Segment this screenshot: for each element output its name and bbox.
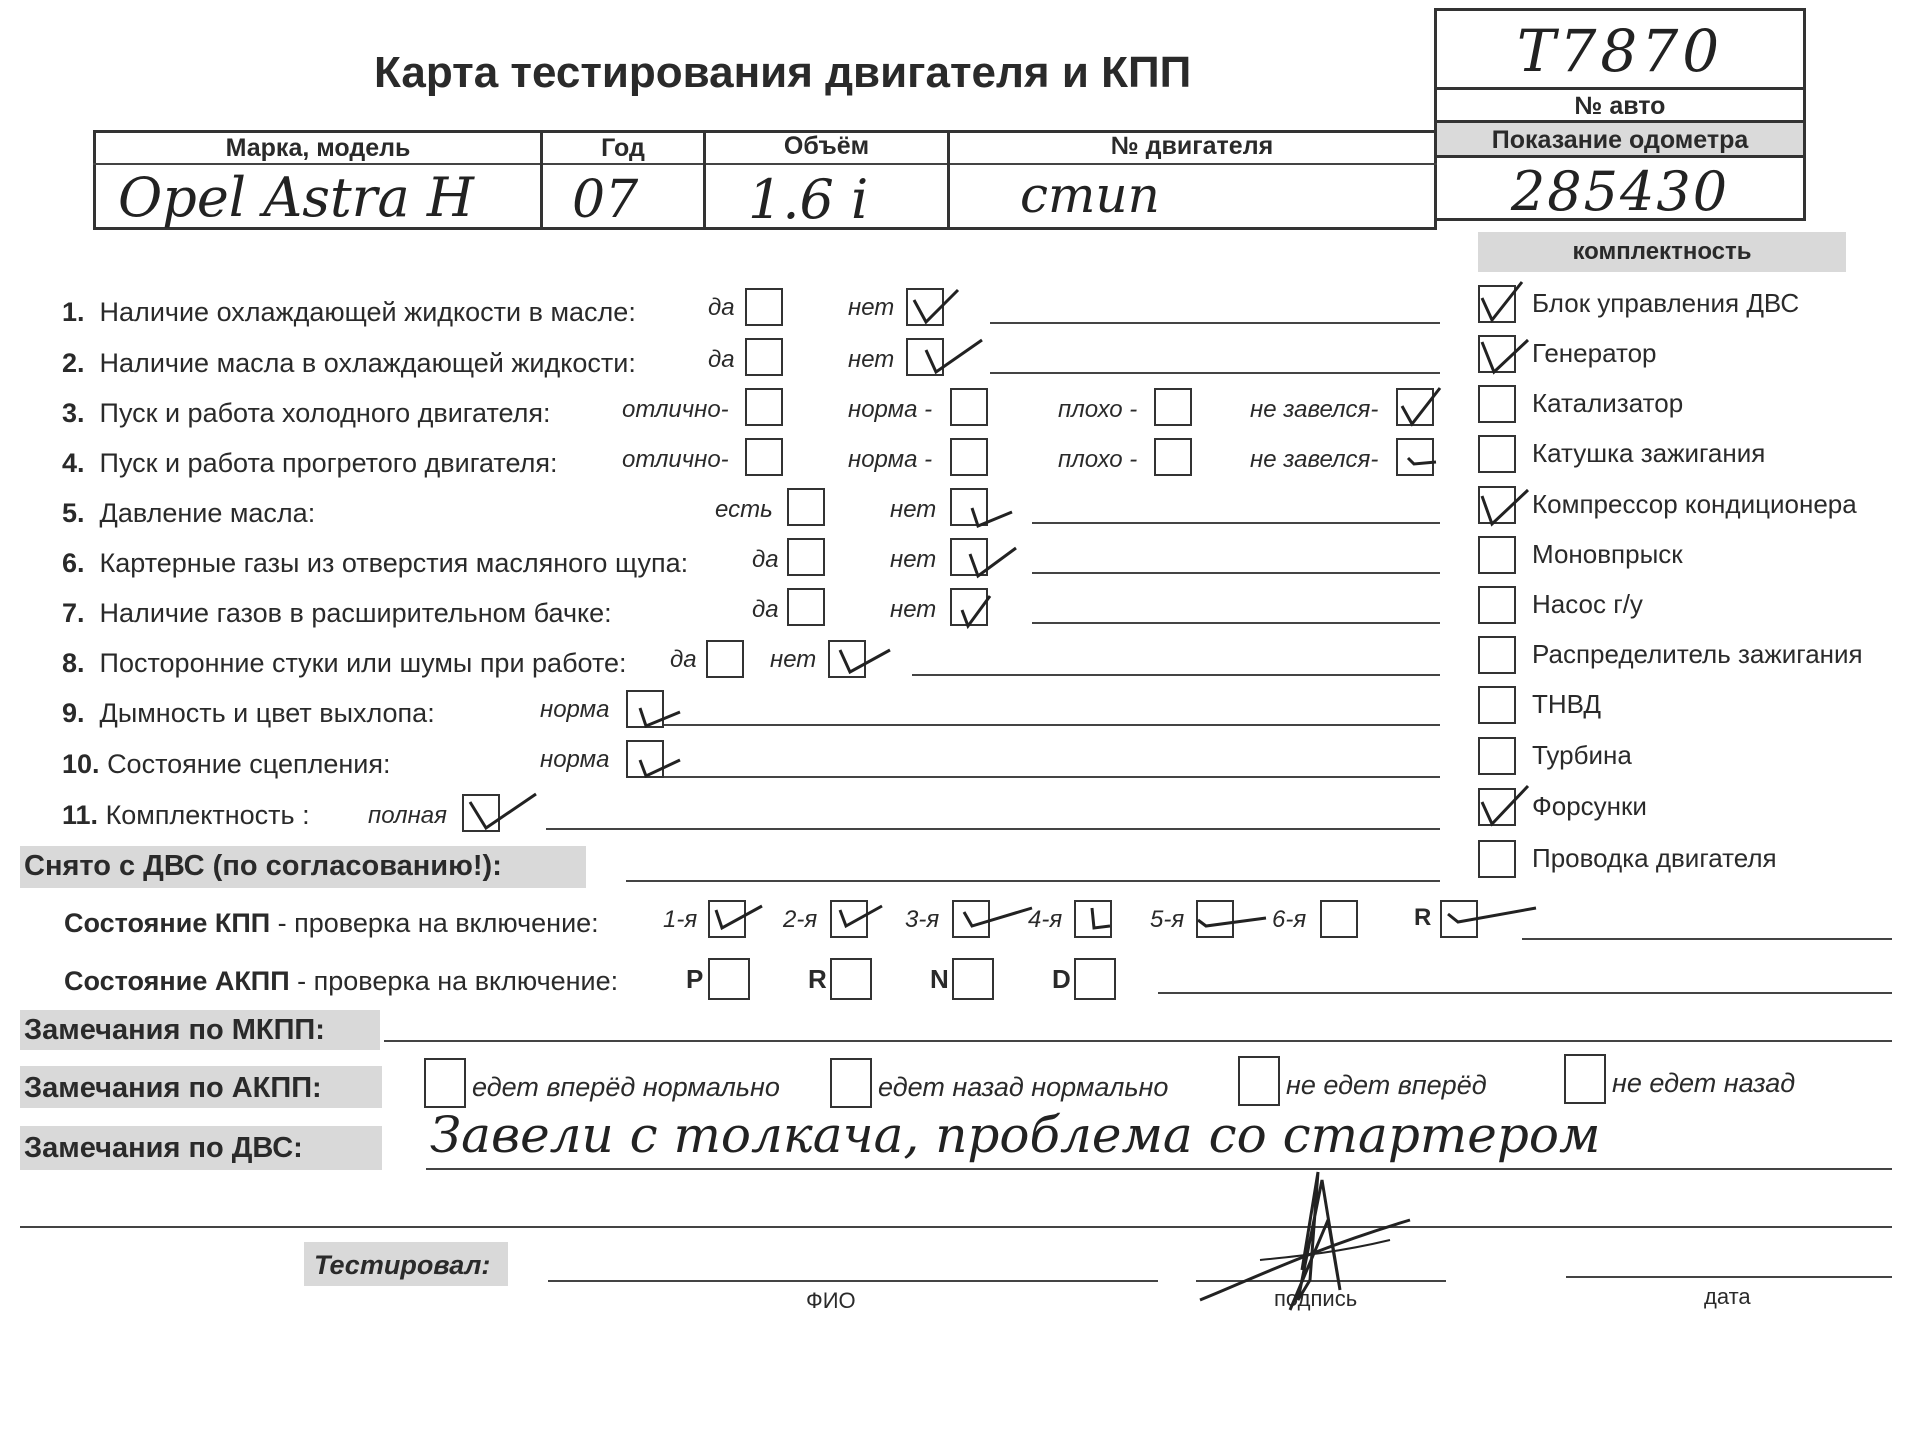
akpp-backward-ok-label: едет назад нормально [878, 1072, 1169, 1102]
akpp-mode-r-checkbox[interactable] [830, 958, 872, 1000]
q2-checkbox-yes[interactable] [745, 338, 783, 376]
col-header-year: Год [601, 134, 645, 162]
completeness-label-injectors: Форсунки [1532, 791, 1647, 821]
q2-option-yes: да [708, 346, 735, 373]
fio-caption: ФИО [806, 1288, 856, 1313]
question-1: 1. Наличие охлаждающей жидкости в масле: [62, 297, 636, 327]
volume-value: 1.6 i [748, 168, 869, 231]
col-header-engine-number: № двигателя [1110, 132, 1274, 160]
completeness-label-distributor: Распределитель зажигания [1532, 639, 1863, 669]
question-9: 9. Дымность и цвет выхлопа: [62, 698, 435, 728]
dvs-remarks-label: Замечания по ДВС: [24, 1132, 303, 1164]
completeness-header: комплектность [1478, 232, 1846, 272]
akpp-remarks-label: Замечания по АКПП: [24, 1072, 322, 1104]
date-caption: дата [1704, 1284, 1751, 1309]
gear-5-checkmark-icon [1192, 900, 1272, 940]
question-10: 10. Состояние сцепления: [62, 749, 391, 779]
akpp-mode-n-label: N [930, 964, 949, 994]
car-number-value: T7870 [1516, 17, 1724, 85]
akpp-label: Состояние АКПП - проверка на включение: [64, 966, 619, 996]
q8-option-no: нет [770, 646, 817, 673]
akpp-mode-d-label: D [1052, 964, 1071, 994]
q3-option-excellent: отлично- [622, 396, 729, 423]
q3-checkbox-normal[interactable] [950, 388, 988, 426]
q7-option-no: нет [890, 596, 937, 623]
gear-2-label: 2-я [783, 906, 818, 933]
question-11: 11. Комплектность : [62, 800, 310, 830]
completeness-label-turbine: Турбина [1532, 740, 1632, 770]
question-4: 4. Пуск и работа прогретого двигателя: [62, 448, 558, 478]
car-number-label-cell [1434, 87, 1806, 123]
q2-checkmark-icon [906, 330, 986, 380]
q4-option-excellent: отлично- [622, 446, 729, 473]
question-7: 7. Наличие газов в расширительном бачке: [62, 598, 612, 628]
q6-checkmark-icon [950, 534, 1020, 582]
q3-checkbox-excellent[interactable] [745, 388, 783, 426]
ac-compressor-checkmark-icon [1478, 482, 1534, 530]
q4-option-not-started: не завелся- [1250, 446, 1379, 473]
question-8: 8. Посторонние стуки или шумы при работе: [62, 648, 627, 678]
dvs-remarks-text: Завели с толкача, проблема со стартером [430, 1106, 1601, 1164]
completeness-label-ecu: Блок управления ДВС [1532, 288, 1800, 318]
akpp-forward-ok-label: едет вперёд нормально [472, 1072, 780, 1102]
removed-label: Снято с ДВС (по согласованию!): [24, 850, 502, 882]
q1-option-yes: да [708, 294, 735, 321]
completeness-label-mono-injection: Моновпрыск [1532, 539, 1683, 569]
q6-checkbox-yes[interactable] [787, 538, 825, 576]
engine-number-value: стип [1020, 166, 1160, 224]
akpp-no-backward-checkbox[interactable] [1564, 1054, 1606, 1104]
completeness-label-generator: Генератор [1532, 338, 1657, 368]
akpp-no-backward-label: не едет назад [1612, 1068, 1796, 1098]
q10-option-normal: норма [540, 746, 610, 773]
q4-checkbox-excellent[interactable] [745, 438, 783, 476]
q8-checkbox-yes[interactable] [706, 640, 744, 678]
injectors-checkmark-icon [1478, 778, 1534, 830]
completeness-label-injection-pump: ТНВД [1532, 689, 1602, 719]
akpp-no-forward-label: не едет вперёд [1286, 1070, 1487, 1100]
q6-option-yes: да [752, 546, 779, 573]
completeness-checkbox-distributor[interactable] [1478, 636, 1516, 674]
akpp-mode-d-checkbox[interactable] [1074, 958, 1116, 1000]
q1-checkmark-icon [906, 282, 966, 332]
q8-option-yes: да [670, 646, 697, 673]
q6-option-no: нет [890, 546, 937, 573]
col-header-model: Марка, модель [225, 134, 411, 162]
gear-r-checkmark-icon [1440, 898, 1540, 938]
year-value: 07 [572, 170, 639, 230]
q7-checkmark-icon [950, 590, 1000, 634]
akpp-mode-r-label: R [808, 964, 827, 994]
gear-1-checkmark-icon [708, 896, 768, 940]
question-6: 6. Картерные газы из отверстия масляного щупа: [62, 548, 689, 578]
signature-caption: подпись [1274, 1286, 1358, 1311]
completeness-checkbox-mono-injection[interactable] [1478, 536, 1516, 574]
odometer-value: 285430 [1510, 160, 1730, 223]
completeness-checkbox-engine-wiring[interactable] [1478, 840, 1516, 878]
akpp-forward-ok-checkbox[interactable] [424, 1058, 466, 1108]
kpp-label: Состояние КПП - проверка на включение: [64, 908, 599, 938]
q2-option-no: нет [848, 346, 895, 373]
col-header-volume: Объём [783, 132, 870, 160]
gear-6-checkbox[interactable] [1320, 900, 1358, 938]
model-value: Opel Astra H [118, 166, 474, 229]
akpp-mode-p-label: P [686, 964, 704, 994]
q4-checkmark-icon [1396, 440, 1446, 480]
completeness-label-catalyst: Катализатор [1532, 388, 1684, 418]
q7-option-yes: да [752, 596, 779, 623]
completeness-checkbox-power-steering-pump[interactable] [1478, 586, 1516, 624]
completeness-checkbox-injection-pump[interactable] [1478, 686, 1516, 724]
gear-5-label: 5-я [1150, 906, 1185, 933]
completeness-checkbox-turbine[interactable] [1478, 737, 1516, 775]
question-2: 2. Наличие масла в охлаждающей жидкости: [62, 348, 636, 378]
generator-checkmark-icon [1478, 330, 1534, 378]
odometer-value-cell [1434, 155, 1806, 221]
q3-option-bad: плохо - [1058, 396, 1138, 423]
q5-checkbox-yes[interactable] [787, 488, 825, 526]
completeness-label-power-steering-pump: Насос г/у [1532, 589, 1643, 619]
q9-checkmark-icon [626, 690, 686, 734]
akpp-mode-n-checkbox[interactable] [952, 958, 994, 1000]
car-number-label: № авто [1574, 92, 1666, 120]
q1-checkbox-yes[interactable] [745, 288, 783, 326]
q3-checkmark-icon [1396, 380, 1446, 430]
akpp-no-forward-checkbox[interactable] [1238, 1056, 1280, 1106]
q1-option-no: нет [848, 294, 895, 321]
gear-4-label: 4-я [1028, 906, 1063, 933]
completeness-label-ignition-coil: Катушка зажигания [1532, 438, 1766, 468]
q5-option-yes: есть [715, 496, 773, 523]
gear-4-checkmark-icon [1074, 896, 1124, 940]
page-title: Карта тестирования двигателя и КПП [374, 48, 1192, 97]
completeness-label-engine-wiring: Проводка двигателя [1532, 843, 1777, 873]
q4-checkbox-normal[interactable] [950, 438, 988, 476]
mkpp-remarks-label: Замечания по МКПП: [24, 1014, 325, 1046]
ecu-checkmark-icon [1478, 276, 1528, 326]
question-3: 3. Пуск и работа холодного двигателя: [62, 398, 551, 428]
q8-checkmark-icon [828, 636, 898, 680]
q5-checkmark-icon [950, 490, 1020, 534]
car-number-box [1434, 8, 1806, 90]
q4-checkbox-bad[interactable] [1154, 438, 1192, 476]
q11-checkmark-icon [462, 786, 542, 836]
odometer-label-cell [1434, 120, 1806, 158]
akpp-mode-p-checkbox[interactable] [708, 958, 750, 1000]
q3-checkbox-bad[interactable] [1154, 388, 1192, 426]
q9-option-normal: норма [540, 696, 610, 723]
gear-1-label: 1-я [663, 906, 698, 933]
q3-option-normal: норма - [848, 396, 933, 423]
akpp-backward-ok-checkbox[interactable] [830, 1058, 872, 1108]
tested-label: Тестировал: [314, 1250, 491, 1280]
q7-checkbox-yes[interactable] [787, 588, 825, 626]
gear-6-label: 6-я [1272, 906, 1307, 933]
q3-option-not-started: не завелся- [1250, 396, 1379, 423]
gear-3-label: 3-я [905, 906, 940, 933]
question-5: 5. Давление масла: [62, 498, 316, 528]
gear-2-checkmark-icon [830, 896, 890, 940]
completeness-checkbox-catalyst[interactable] [1478, 385, 1516, 423]
odometer-label: Показание одометра [1491, 126, 1749, 154]
q4-option-bad: плохо - [1058, 446, 1138, 473]
completeness-label-ac-compressor: Компрессор кондиционера [1532, 489, 1857, 519]
q5-option-no: нет [890, 496, 937, 523]
q11-option-full: полная [368, 802, 447, 829]
completeness-checkbox-ignition-coil[interactable] [1478, 435, 1516, 473]
gear-3-checkmark-icon [952, 896, 1038, 940]
gear-r-label: R [1414, 904, 1432, 931]
signature-icon [1190, 1160, 1430, 1340]
q4-option-normal: норма - [848, 446, 933, 473]
